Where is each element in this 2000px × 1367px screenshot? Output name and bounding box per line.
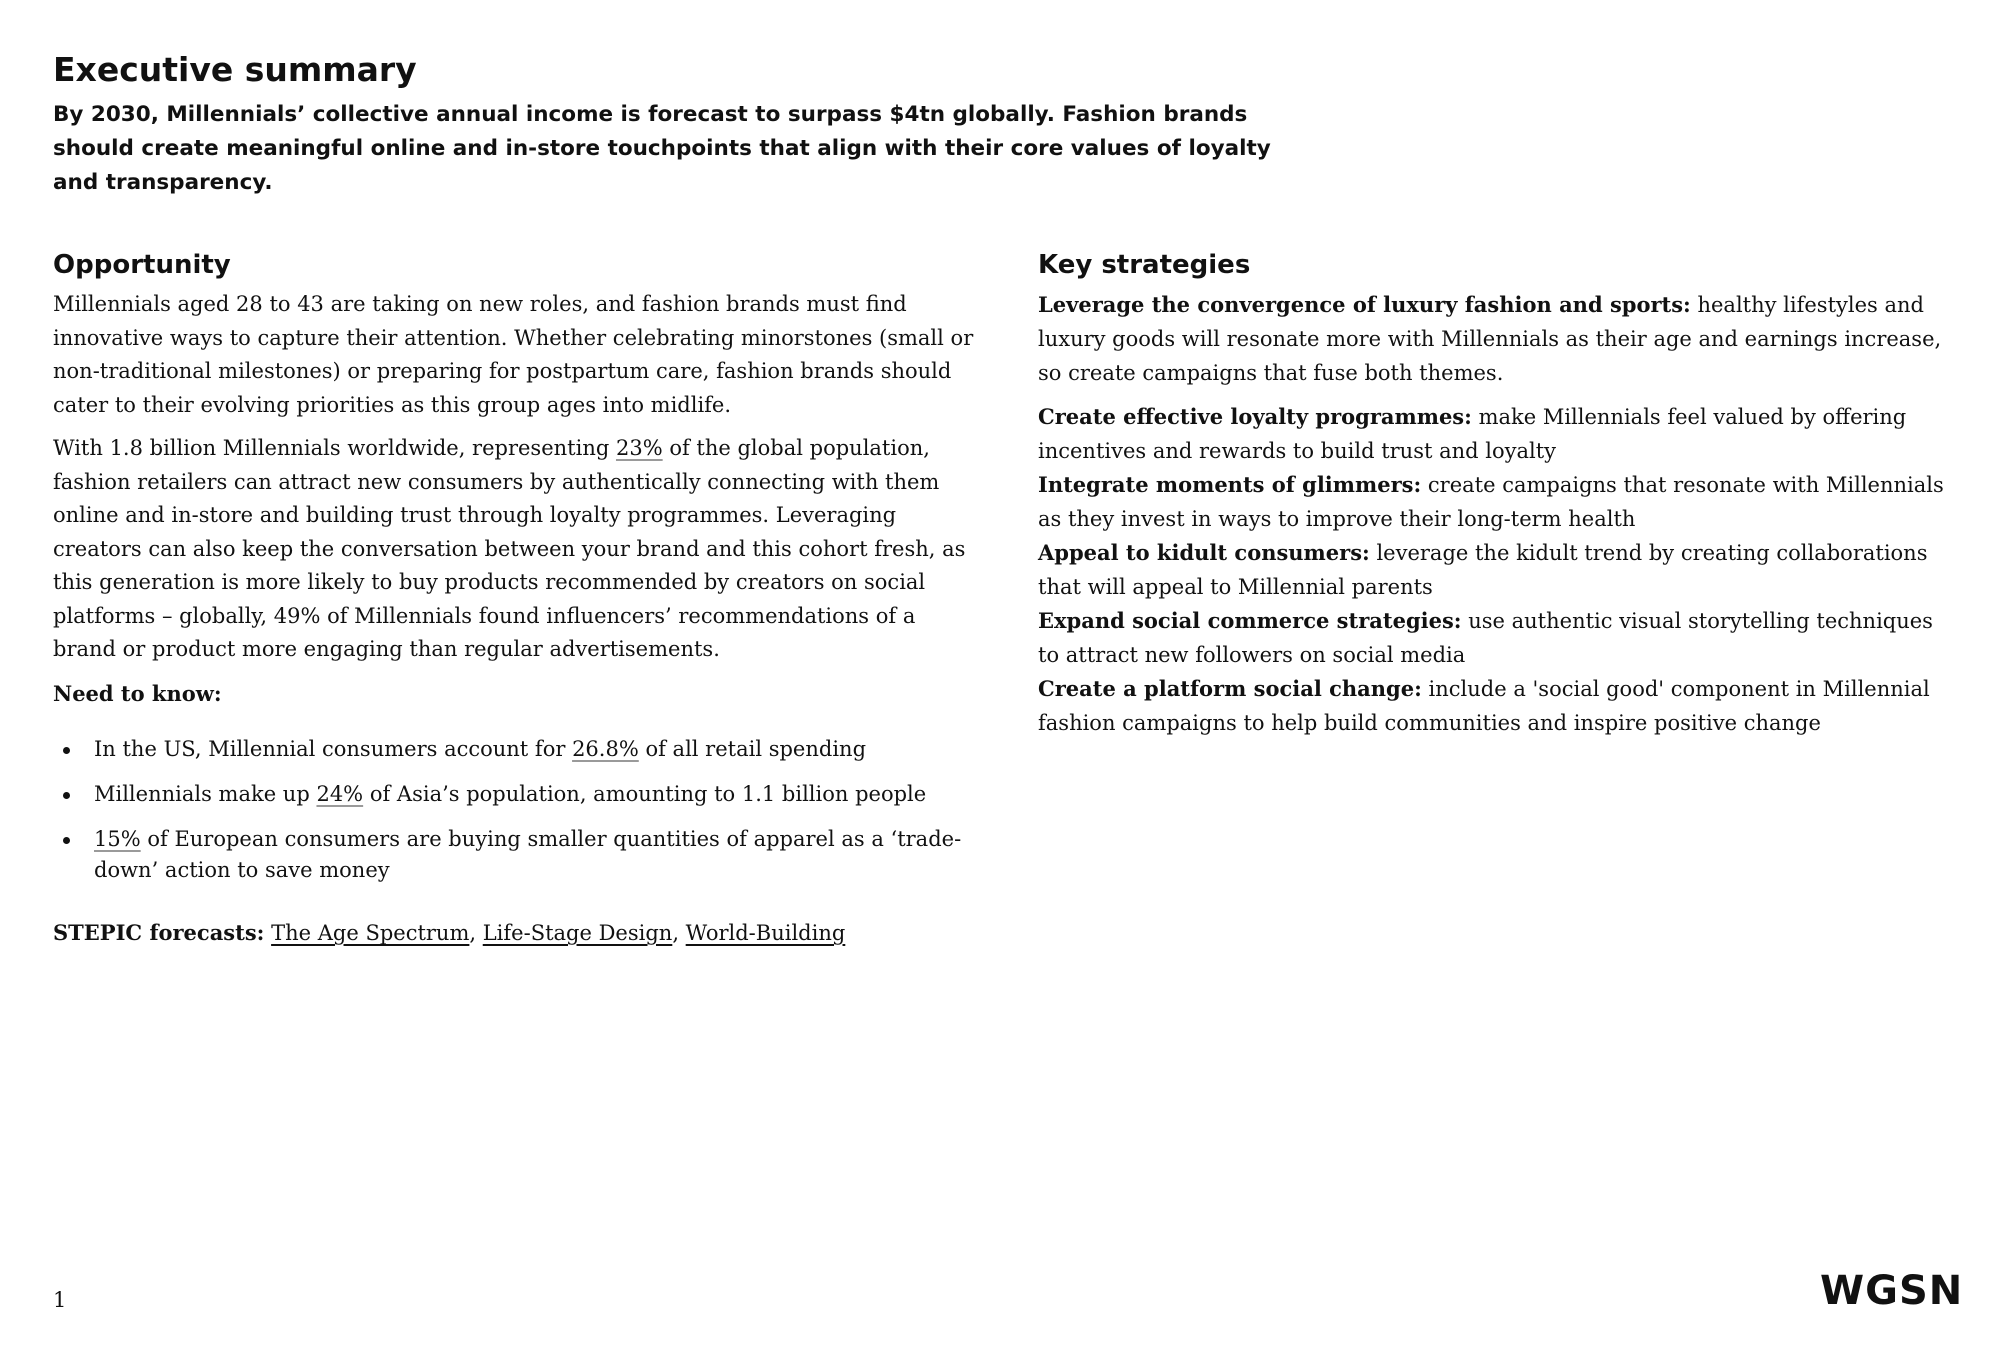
opportunity-paragraph-2 <box>53 432 983 667</box>
strategy-text: include a 'social good' component in Millennial fashion campaigns to help build communities and inspire positive change <box>1038 677 1930 735</box>
strategy-title: Create effective loyalty programmes: <box>1038 404 1472 429</box>
strategy-title: Integrate moments of glimmers: <box>1038 472 1422 497</box>
stat-link[interactable]: 15% <box>94 827 141 851</box>
stat-link[interactable]: 24% <box>316 782 364 806</box>
strategy-text: leverage the kidult trend by creating collaborations that will appeal to Millennial parents <box>1038 541 1928 599</box>
paragraph-text: of the global population, fashion retailers can attract new consumers by authentically connecting with them online and in-store and building trust through loyalty programmes. Leveraging creators can also keep the conversation between your brand and this cohort fresh, as this generation is more likely to buy products recommended by creators on social platforms – globally, 49% of Millennials found influencers’ recommendations of a brand or product more engaging than regular advertisements. <box>53 436 966 661</box>
summary-lead: By 2030, Millennials’ collective annual income is forecast to surpass $4tn globally. Fashion brands should create meaningful online and in-store touchpoints that align with their core values of loyalty and transparency. <box>53 102 1271 195</box>
strategy-title: Appeal to kidult consumers: <box>1038 540 1370 565</box>
bullet-icon <box>63 747 70 754</box>
list-item <box>53 734 983 765</box>
strategy-title: Leverage the convergence of luxury fashion and sports: <box>1038 292 1691 317</box>
strategy-text: create campaigns that resonate with Millennials as they invest in ways to improve their long-term health <box>1038 473 1944 531</box>
strategy-item <box>1038 468 1958 536</box>
bullet-icon <box>63 792 70 799</box>
forecast-link-world-building[interactable]: World-Building <box>685 921 846 945</box>
list-item-text: of all retail spending <box>638 737 867 761</box>
strategy-text: use authentic visual storytelling techniques to attract new followers on social media <box>1038 609 1933 667</box>
list-item-text: of European consumers are buying smaller quantities of apparel as a ‘trade-down’ action to save money <box>94 827 962 882</box>
strategy-text: make Millennials feel valued by offering incentives and rewards to build trust and loyalty <box>1038 405 1907 463</box>
stat-link[interactable]: 26.8% <box>572 737 639 761</box>
page-title: Executive summary <box>53 50 417 89</box>
need-to-know-list <box>53 734 983 886</box>
strategy-title: Expand social commerce strategies: <box>1038 608 1462 633</box>
strategy-item <box>1038 604 1958 672</box>
page-number: 1 <box>53 1288 67 1312</box>
list-item-text: In the US, Millennial consumers account for <box>94 737 573 761</box>
bullet-icon <box>63 837 70 844</box>
need-to-know-label: Need to know: <box>53 680 222 706</box>
wgsn-logo: WGSN <box>1820 1268 1964 1314</box>
strategy-item <box>1038 672 1958 740</box>
stepic-forecasts <box>53 916 983 950</box>
key-strategies-section <box>1038 246 1958 740</box>
list-item-text: of Asia’s population, amounting to 1.1 billion people <box>363 782 927 806</box>
strategy-item <box>1038 288 1958 390</box>
opportunity-section <box>53 246 983 950</box>
separator: , <box>672 921 686 945</box>
strategy-text: healthy lifestyles and luxury goods will resonate more with Millennials as their age and earnings increase, so create campaigns that fuse both themes. <box>1038 293 1942 385</box>
list-item <box>53 824 983 886</box>
forecast-link-life-stage-design[interactable]: Life-Stage Design <box>482 921 673 945</box>
key-strategies-heading: Key strategies <box>1038 250 1251 280</box>
opportunity-heading: Opportunity <box>53 250 231 280</box>
strategy-item <box>1038 536 1958 604</box>
strategy-title: Create a platform social change: <box>1038 676 1422 701</box>
stat-link-23[interactable]: 23% <box>615 436 663 460</box>
list-item <box>53 779 983 810</box>
opportunity-paragraph-1: Millennials aged 28 to 43 are taking on new roles, and fashion brands must find innovative ways to capture their attention. Whether celebrating minorstones (small or non-traditional milestones) or preparing for postpartum care, fashion brands should cater to their evolving priorities as this group ages into midlife. <box>53 292 974 417</box>
forecast-link-age-spectrum[interactable]: The Age Spectrum <box>271 921 470 945</box>
forecasts-label: STEPIC forecasts: <box>53 920 265 945</box>
separator: , <box>469 921 483 945</box>
list-item-text: Millennials make up <box>94 782 317 806</box>
strategy-item <box>1038 400 1958 468</box>
paragraph-text: With 1.8 billion Millennials worldwide, representing <box>53 436 616 460</box>
